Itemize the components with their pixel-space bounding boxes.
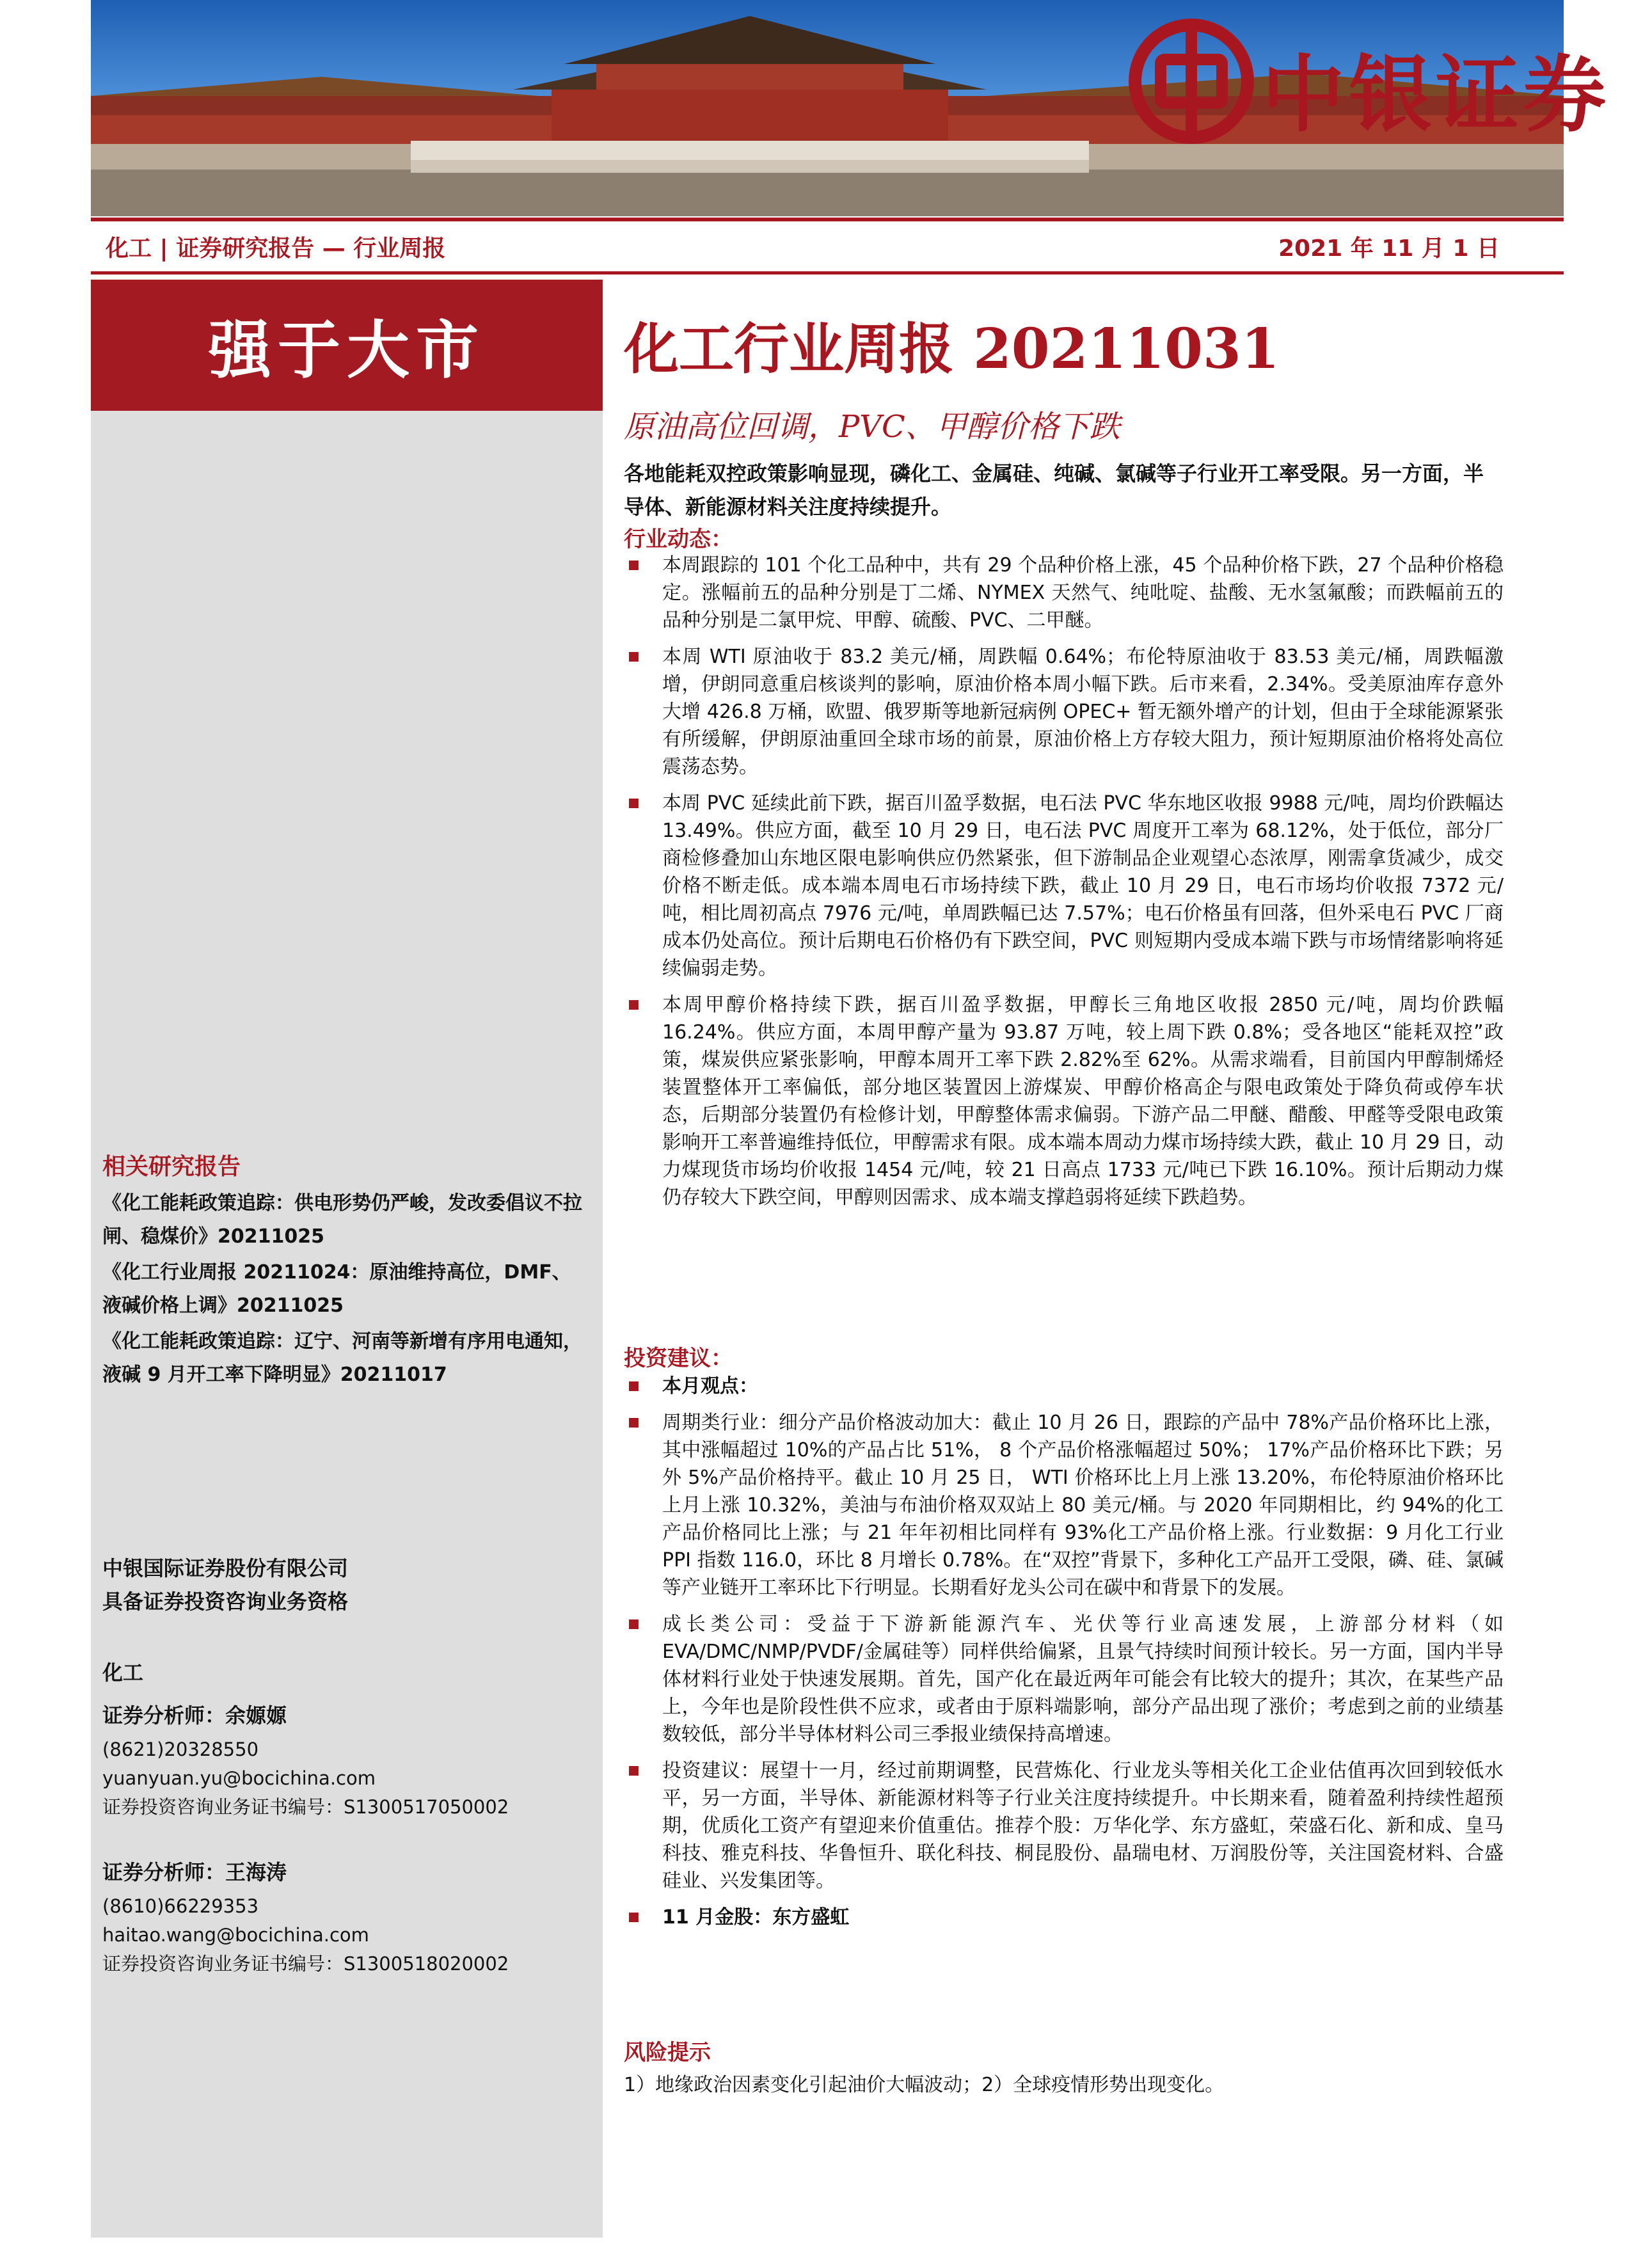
company-qualification: 具备证券投资咨询业务资格 xyxy=(102,1589,349,1614)
bullet-square-icon xyxy=(629,1619,639,1629)
logo xyxy=(1115,14,1652,148)
report-category: 化工 | 证券研究报告 — 行业周报 xyxy=(106,235,446,262)
risk-text: 1）地缘政治因素变化引起油价大幅波动；2）全球疫情形势出现变化。 xyxy=(624,2074,1225,2096)
rating-text: 强于大市 xyxy=(208,314,485,387)
investment-section-title: 投资建议： xyxy=(624,1346,733,1371)
sector-label: 化工 xyxy=(102,1660,144,1685)
list-item: 成长类公司：受益于下游新能源汽车、光伏等行业高速发展，上游部分材料（如 EVA/DMC/NMP/PVDF/金属硅等）同样供给偏紧，且景气持续时间预计较长。另一方面，国内半导体材料行业处于快速发展期。首先，国产化在最近两年可能会有比较大的提升；其次，在某些产品上，今年也是阶段性供不应求，或者由于原料端影响，部分产品出现了涨价；考虑到之前的业绩基数较低，部分半导体材料公司三季报业绩保持高增速。 xyxy=(624,1611,1504,1748)
report-date: 2021 年 11 月 1 日 xyxy=(1278,235,1500,262)
analyst-1-email[interactable]: yuanyuan.yu@bocichina.com xyxy=(102,1767,376,1789)
bullet-square-icon xyxy=(629,1381,639,1391)
industry-bullet-list xyxy=(624,552,1504,1220)
analyst-1-name: 证券分析师：余嫄嫄 xyxy=(102,1703,287,1728)
analyst-2-phone: (8610)66229353 xyxy=(102,1895,259,1917)
related-report-2[interactable]: 《化工行业周报 20211024：原油维持高位，DMF、液碱价格上调》20211025 xyxy=(102,1261,571,1317)
header-rule-bottom xyxy=(91,271,1564,275)
list-item: 11 月金股：东方盛虹 xyxy=(624,1904,1504,1931)
bullet-square-icon xyxy=(629,1418,639,1428)
boc-logo-icon xyxy=(1127,17,1255,145)
bullet-square-icon xyxy=(629,799,639,808)
related-reports-title: 相关研究报告 xyxy=(102,1154,241,1180)
company-name: 中银国际证券股份有限公司 xyxy=(102,1556,349,1580)
logo-text: 中银证券 xyxy=(1262,45,1610,143)
analyst-1-phone: (8621)20328550 xyxy=(102,1739,259,1760)
rating-badge xyxy=(91,280,603,411)
list-item: 本周甲醇价格持续下跌，据百川盈孚数据，甲醇长三角地区收报 2850 元/吨，周均价跌幅 16.24%。供应方面，本周甲醇产量为 93.87 万吨，较上周下跌 0.8%；受各地区“能耗双控”政策，煤炭供应紧张影响，甲醇本周开工率下跌 2.82%至 62%。从需求端看，目前国内甲醇制烯烃装置整体开工率偏低，部分地区装置因上游煤炭、甲醇价格高企与限电政策处于降负荷或停车状态，后期部分装置仍有检修计划，甲醇整体需求偏弱。下游产品二甲醚、醋酸、甲醛等受限电政策影响开工率普遍维持低位，甲醇需求有限。成本端本周动力煤市场持续大跌，截止 10 月 29 日，动力煤现货市场均价收报 1454 元/吨，较 21 日高点 1733 元/吨已下跌 16.10%。预计后期动力煤仍存较大下跌空间，甲醇则因需求、成本端支撑趋弱将延续下跌趋势。 xyxy=(624,991,1504,1211)
report-summary: 各地能耗双控政策影响显现，磷化工、金属硅、纯碱、氯碱等子行业开工率受限。另一方面，半导体、新能源材料关注度持续提升。 xyxy=(624,461,1484,519)
bullet-square-icon xyxy=(629,1913,639,1922)
list-item: 周期类行业：细分产品价格波动加大：截止 10 月 26 日，跟踪的产品中 78%产品价格环比上涨，其中涨幅超过 10%的产品占比 51%， 8 个产品价格涨幅超过 50%； 17%产品价格环比下跌；另外 5%产品价格持平。截止 10 月 25 日， WTI 价格环比上月上涨 13.20%，布伦特原油价格环比上月上涨 10.32%，美油与布油价格双双站上 80 美元/桶。与 2020 年同期相比，约 94%的化工产品价格同比上涨；与 21 年年初相比同样有 93%化工产品价格上涨。行业数据：9 月化工行业 PPI 指数 116.0，环比 8 月增长 0.78%。在“双控”背景下，多种化工产品开工受限，磷、硅、氯碱等产业链开工率环比下行明显。长期看好龙头公司在碳中和背景下的发展。 xyxy=(624,1409,1504,1602)
report-subtitle: 原油高位回调，PVC、甲醇价格下跌 xyxy=(624,409,1120,445)
header-rule-top xyxy=(91,218,1564,221)
related-report-1[interactable]: 《化工能耗政策追踪：供电形势仍严峻，发改委倡议不拉闸、稳煤价》20211025 xyxy=(102,1192,582,1248)
header-banner xyxy=(91,0,1610,216)
bullet-square-icon xyxy=(629,1000,639,1010)
analyst-1-cert: 证券投资咨询业务证书编号：S1300517050002 xyxy=(102,1796,509,1818)
report-title: 化工行业周报 20211031 xyxy=(624,317,1280,381)
list-item: 本周 WTI 原油收于 83.2 美元/桶，周跌幅 0.64%；布伦特原油收于 83.53 美元/桶，周跌幅激增，伊朗同意重启核谈判的影响，原油价格本周小幅下跌。后市来看，2.34%。受美原油库存意外大增 426.8 万桶，欧盟、俄罗斯等地新冠病例 OPEC+ 暂无额外增产的计划，但由于全球能源紧张有所缓解，伊朗原油重回全球市场的前景，原油价格上方存较大阻力，预计短期原油价格将处高位震荡态势。 xyxy=(624,643,1504,781)
related-report-3[interactable]: 《化工能耗政策追踪：辽宁、河南等新增有序用电通知，液碱 9 月开工率下降明显》20211017 xyxy=(102,1330,582,1386)
list-item: 投资建议：展望十一月，经过前期调整，民营炼化、行业龙头等相关化工企业估值再次回到较低水平，另一方面，半导体、新能源材料等子行业关注度持续提升。中长期来看，随着盈利持续性超预期，优质化工资产有望迎来价值重估。推荐个股：万华化学、东方盛虹，荣盛石化、新和成、皇马科技、雅克科技、华鲁恒升、联化科技、桐昆股份、晶瑞电材、万润股份等，关注国瓷材料、合盛硅业、兴发集团等。 xyxy=(624,1757,1504,1895)
list-item: 本周 PVC 延续此前下跌，据百川盈孚数据，电石法 PVC 华东地区收报 9988 元/吨，周均价跌幅达 13.49%。供应方面，截至 10 月 29 日，电石法 PVC 周度开工率为 68.12%，处于低位，部分厂商检修叠加山东地区限电影响供应仍然紧张，但下游制品企业观望心态浓厚，刚需拿货减少，成交价格不断走低。成本端本周电石市场持续下跌，截止 10 月 29 日，电石市场均价收报 7372 元/吨，相比周初高点 7976 元/吨，单周跌幅已达 7.57%；电石价格虽有回落，但外采电石 PVC 厂商成本仍处高位。预计后期电石价格仍有下跌空间，PVC 则短期内受成本端下跌与市场情绪影响将延续偏弱走势。 xyxy=(624,790,1504,982)
list-item: 本月观点： xyxy=(624,1373,1504,1400)
investment-bullet-list xyxy=(624,1373,1504,1940)
risk-section-title: 风险提示 xyxy=(624,2040,711,2065)
analyst-2-cert: 证券投资咨询业务证书编号：S1300518020002 xyxy=(102,1953,509,1975)
analyst-2-name: 证券分析师：王海涛 xyxy=(102,1860,287,1884)
bullet-square-icon xyxy=(629,1766,639,1776)
industry-section-title: 行业动态： xyxy=(624,527,733,552)
bullet-square-icon xyxy=(629,561,639,570)
analyst-2-email[interactable]: haitao.wang@bocichina.com xyxy=(102,1924,369,1946)
list-item: 本周跟踪的 101 个化工品种中，共有 29 个品种价格上涨，45 个品种价格下跌，27 个品种价格稳定。涨幅前五的品种分别是丁二烯、NYMEX 天然气、纯吡啶、盐酸、无水氢氟酸；而跌幅前五的品种分别是二氯甲烷、甲醇、硫酸、PVC、二甲醚。 xyxy=(624,552,1504,634)
bullet-square-icon xyxy=(629,652,639,662)
